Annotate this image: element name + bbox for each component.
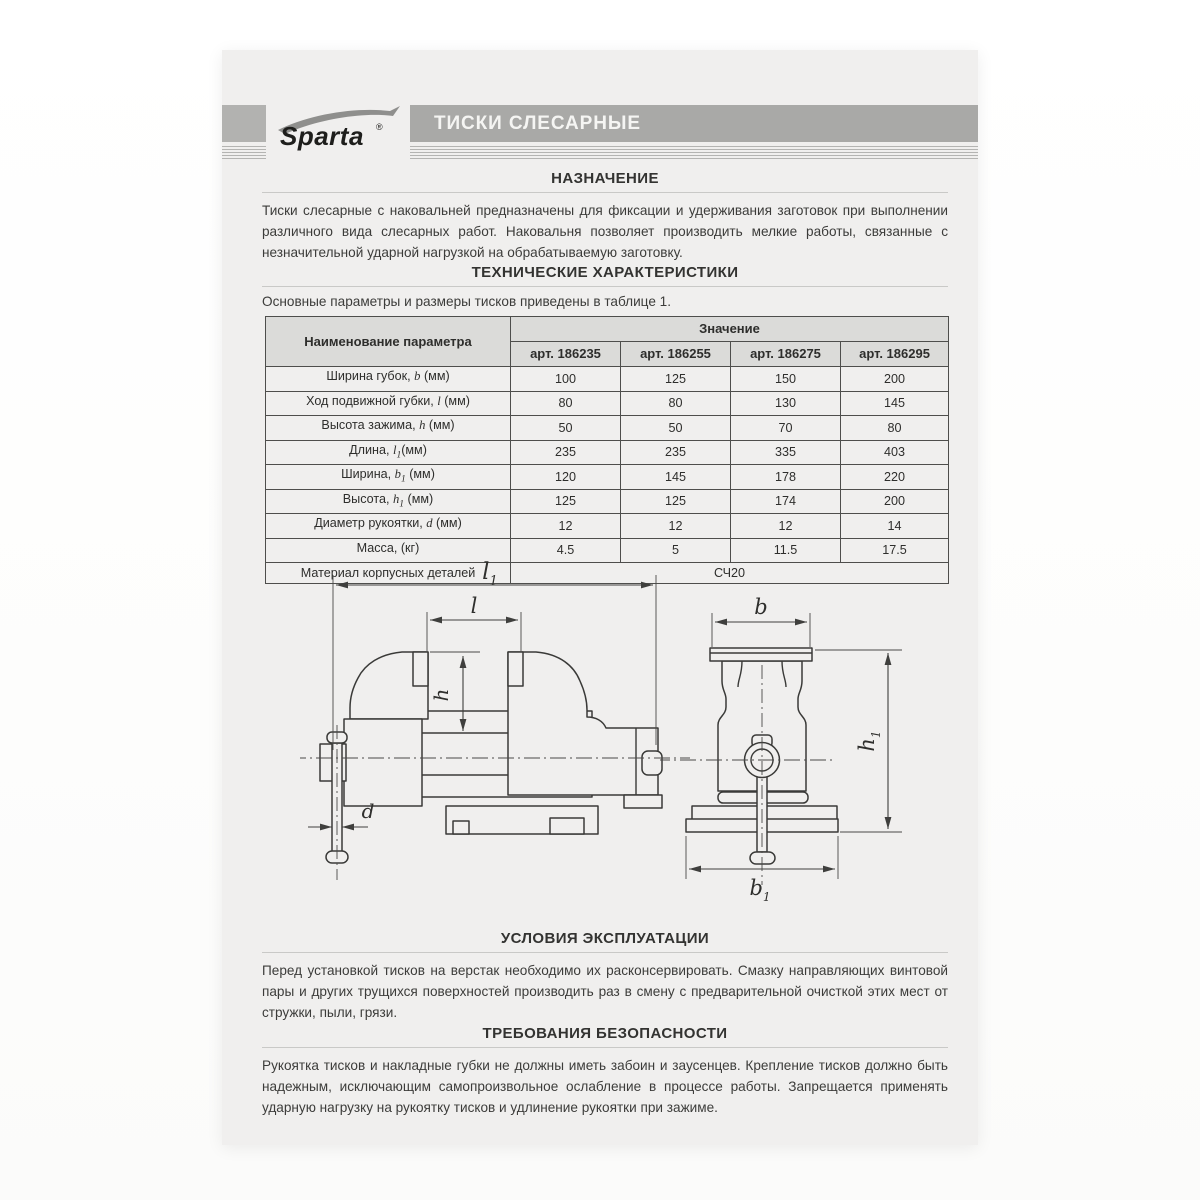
table-header-row [266,317,949,342]
purpose-text: Тиски слесарные с наковальней предназначены для фиксации и удерживания заготовок при выполнении различного вида слесарных работ. Наковальня позволяет производить мелкие работы, связанные с незначительной ударной нагрузкой на обрабатываемую заготовку. [262,203,948,260]
table-row [266,391,949,416]
value-cell: 14 [841,514,949,539]
vise-side-view-drawing [300,555,690,910]
value-cell: 12 [731,514,841,539]
dim-label-h1: $h_1$ [855,730,883,752]
heading-rule [262,286,948,287]
section-purpose [262,170,948,263]
pinstripes-left [222,146,266,159]
page-scan [222,50,978,1145]
section-operation [262,930,948,1023]
material-value-cell: СЧ20 [511,563,949,584]
value-cell: 70 [731,416,841,441]
heading-rule [262,192,948,193]
value-cell: 50 [511,416,621,441]
brand-text: Sparta [280,121,364,151]
operation-heading: УСЛОВИЯ ЭКСПЛУАТАЦИИ [500,930,710,947]
param-cell: Диаметр рукоятки, d (мм) [266,514,511,539]
param-cell: Длина, $l_1(мм)$ [266,440,511,465]
brand-corner-block [222,105,266,142]
table-row [266,367,949,392]
handle-knob [750,852,775,864]
page-title: ТИСКИ СЛЕСАРНЫЕ [410,105,978,142]
value-cell: 178 [731,465,841,490]
table-row [266,416,949,441]
value-cell: 125 [511,489,621,514]
jaw-insert [413,652,428,686]
table-row [266,489,949,514]
param-cell: Ширина губок, b (мм) [266,367,511,392]
vise-front-view-drawing [660,595,930,905]
param-cell: Высота, $h_1$ (мм) [266,489,511,514]
screw-end-knob [642,751,662,775]
dim-label-h: h [429,688,453,702]
heading-rule [262,952,948,953]
pinstripes-right [410,146,978,159]
value-cell: 120 [511,465,621,490]
value-cell: 80 [841,416,949,441]
article-header: арт. 186255 [621,342,731,367]
dim-label-b: b [754,595,768,619]
value-cell: 17.5 [841,538,949,563]
purpose-heading: НАЗНАЧЕНИЕ [551,170,659,187]
safety-text: Рукоятка тисков и накладные губки не должны иметь забоин и заусенцев. Крепление тисков должно быть надежным, исключающим самопроизвольное ослабление в процессе работы. Запрещается применять ударную нагрузку на рукоятку тисков и удлинение рукоятки при зажиме. [262,1058,948,1115]
dim-label-b1: $b_1$ [749,876,771,904]
value-cell: 11.5 [731,538,841,563]
value-cell: 200 [841,489,949,514]
value-cell: 80 [511,391,621,416]
registered-mark: ® [376,122,383,132]
table-row [266,514,949,539]
section-specs [262,264,948,584]
article-header: арт. 186295 [841,342,949,367]
dim-label-l: l [470,594,478,618]
sparta-logo [272,103,406,151]
value-cell: 174 [731,489,841,514]
table-row [266,440,949,465]
value-cell: 12 [511,514,621,539]
value-header-cell: Значение [511,317,949,342]
param-cell: Ширина, $b_1$ (мм) [266,465,511,490]
value-cell: 12 [621,514,731,539]
specs-intro: Основные параметры и размеры тисков приведены в таблице 1. [262,294,671,309]
value-cell: 125 [621,489,731,514]
value-cell: 50 [621,416,731,441]
dim-label-d: d [361,799,375,823]
article-header: арт. 186235 [511,342,621,367]
param-cell: Масса, (кг) [266,538,511,563]
value-cell: 145 [841,391,949,416]
operation-text: Перед установкой тисков на верстак необходимо их расконсервировать. Смазку направляющих винтовой пары и других трущихся поверхностей производить раз в смену с предварительной очисткой этих мест от стружки, пыли, грязи. [262,963,948,1020]
param-header-cell: Наименование параметра [266,317,511,367]
value-cell: 4.5 [511,538,621,563]
jaw-insert [508,652,523,686]
param-cell: Материал корпусных деталей [266,563,511,584]
heading-rule [262,1047,948,1048]
value-cell: 130 [731,391,841,416]
value-cell: 220 [841,465,949,490]
param-cell: Ход подвижной губки, l (мм) [266,391,511,416]
value-cell: 335 [731,440,841,465]
specs-heading: ТЕХНИЧЕСКИЕ ХАРАКТЕРИСТИКИ [471,264,739,281]
specs-table [265,316,949,584]
table-row [266,465,949,490]
value-cell: 235 [511,440,621,465]
value-cell: 235 [621,440,731,465]
value-cell: 200 [841,367,949,392]
value-cell: 80 [621,391,731,416]
value-cell: 125 [621,367,731,392]
param-cell: Высота зажима, h (мм) [266,416,511,441]
value-cell: 5 [621,538,731,563]
section-safety [262,1025,948,1118]
value-cell: 403 [841,440,949,465]
dim-label-l1: $l_1$ [482,559,498,589]
value-cell: 150 [731,367,841,392]
value-cell: 145 [621,465,731,490]
value-cell: 100 [511,367,621,392]
article-header: арт. 186275 [731,342,841,367]
safety-heading: ТРЕБОВАНИЯ БЕЗОПАСНОСТИ [482,1025,728,1042]
